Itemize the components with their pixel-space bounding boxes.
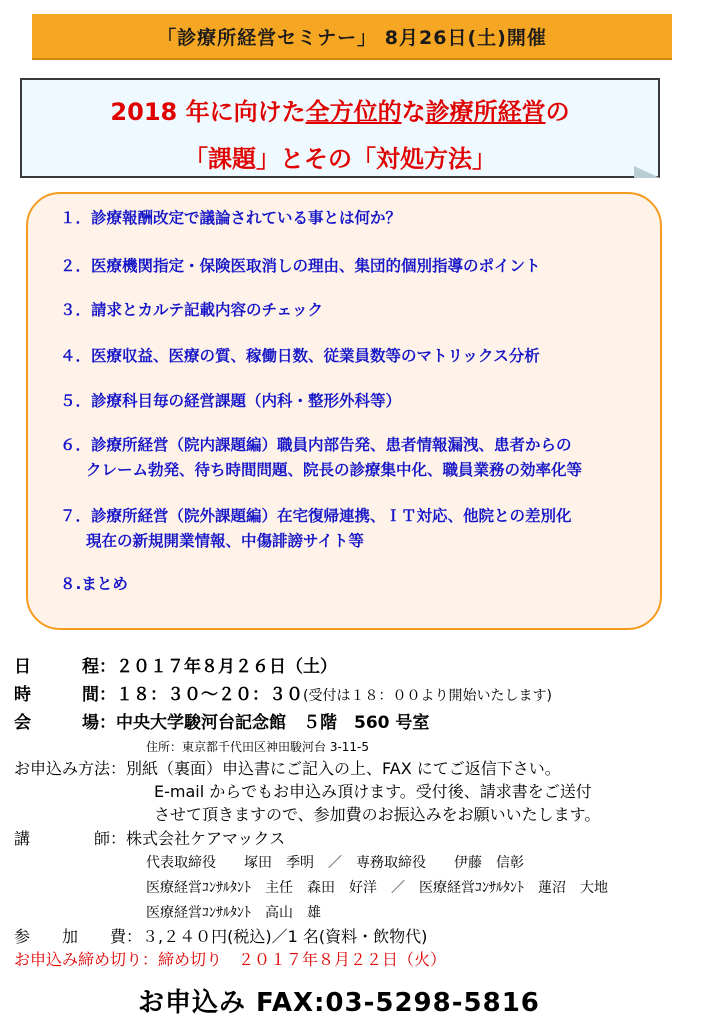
lecturer-company: 株式会社ケアマックス	[126, 829, 286, 848]
banner-text: 「診療所経営セミナー」 8月26日(土)開催	[157, 26, 547, 49]
apply-row	[14, 756, 561, 779]
lecturer-row	[14, 826, 285, 849]
apply-line-3: させて頂きますので、参加費のお振込みをお願いいたします。	[154, 805, 601, 824]
agenda-item: ２．医療機関指定・保険医取消しの理由、集団的個別指導のポイント	[60, 257, 541, 275]
time-note: (受付は１８：００より開始いたします)	[303, 688, 552, 704]
title-underline-1: 全方位的	[305, 98, 402, 126]
agenda-item: ３．請求とカルテ記載内容のチェック	[60, 301, 324, 319]
agenda-item: ４．医療収益、医療の質、稼働日数、従業員数等のマトリックス分析	[60, 347, 540, 365]
fee-row	[14, 924, 427, 947]
seminar-banner	[32, 14, 672, 60]
title-prefix: 2018 年に向けた	[110, 98, 306, 126]
venue-address: 住所：東京都千代田区神田駿河台 3-11-5	[146, 740, 370, 754]
venue-label: 会 場：	[14, 713, 116, 733]
lecturer-line-2: 医療経営ｺﾝｻﾙﾀﾝﾄ 主任 森田 好洋 ／ 医療経営ｺﾝｻﾙﾀﾝﾄ 蓮沼 大地	[146, 880, 608, 896]
title-box	[20, 78, 660, 178]
agenda-item: ５．診療科目毎の経営課題（内科・整形外科等）	[60, 392, 402, 410]
date-row	[14, 652, 337, 677]
title-suffix: の	[545, 98, 570, 126]
apply-label: お申込み方法：	[14, 759, 127, 778]
lecturer-line-3: 医療経営ｺﾝｻﾙﾀﾝﾄ 高山 雄	[146, 905, 321, 921]
title-underline-2: 診療所経営	[425, 98, 546, 126]
agenda-item: ６．診療所経営（院内課題編）職員内部告発、患者情報漏洩、患者からの クレーム勃発、待ち時間問題、院長の診療集中化、職員業務の効率化等	[60, 436, 583, 479]
deadline-row: お申込み締め切り：締め切り ２０１７年８月２２日（火）	[14, 950, 447, 969]
date-label: 日 程：	[14, 657, 116, 677]
title-mid: な	[401, 98, 426, 126]
agenda-box	[26, 192, 662, 630]
lecturer-line-1: 代表取締役 塚田 季明 ／ 専務取締役 伊藤 信彰	[146, 855, 524, 871]
agenda-item: ８.まとめ	[60, 575, 128, 593]
venue-value: 中央大学駿河台記念館 ５階 560 号室	[116, 713, 430, 733]
venue-row	[14, 708, 429, 733]
apply-line-2: E-mail からでもお申込み頂けます。受付後、請求書をご送付	[154, 782, 592, 801]
date-value: ２０１７年８月２６日（土）	[116, 657, 337, 677]
time-row	[14, 680, 552, 705]
fee-value: ３,２４０円(税込)／1 名(資料・飲物代)	[142, 927, 428, 946]
lecturer-label: 講 師：	[14, 829, 127, 848]
agenda-item: １．診療報酬改定で議論されている事とは何か？	[60, 209, 402, 227]
title-line-1	[22, 92, 658, 127]
time-label: 時 間：	[14, 685, 116, 705]
time-value: １８：３０～２０：３０	[116, 685, 303, 705]
apply-line-1: 別紙（裏面）申込書にご記入の上、FAX にてご返信下さい。	[126, 759, 561, 778]
agenda-item: ７．診療所経営（院外課題編）在宅復帰連携、ＩＴ対応、他院との差別化 現在の新規開業情報、中傷誹謗サイト等	[60, 507, 572, 550]
page-fold-decoration	[634, 166, 660, 178]
title-line-2: 「課題」とその「対処方法」	[184, 145, 496, 173]
fax-number: お申込み FAX:03-5298-5816	[138, 988, 540, 1018]
fee-label: 参 加 費：	[14, 927, 143, 946]
